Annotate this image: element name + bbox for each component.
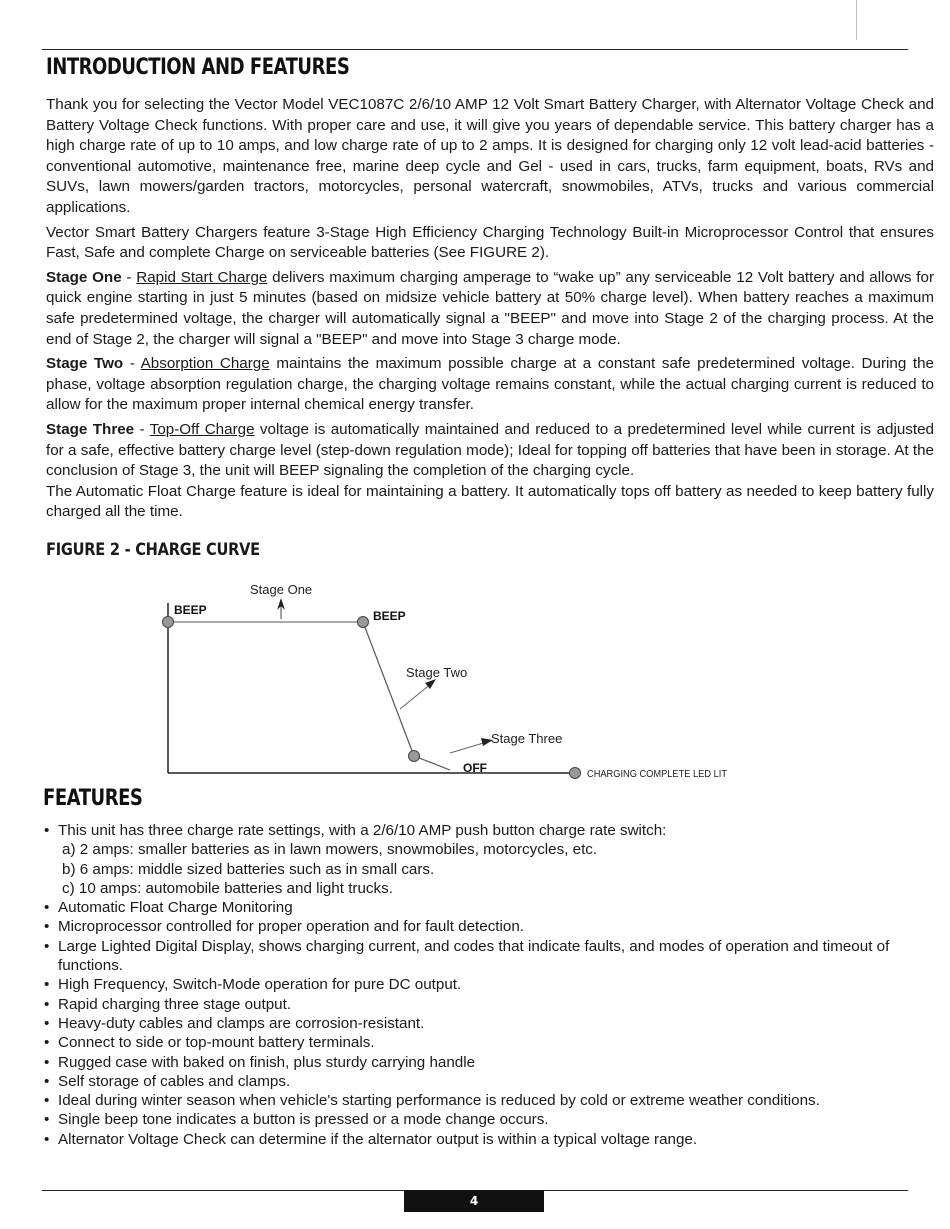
page-number: 4 [404,1190,544,1212]
header-rule [42,49,908,50]
features-heading: FEATURES [43,786,143,811]
beep-point-start [163,617,174,628]
feature-item: • Single beep tone indicates a button is pressed or a mode change occurs. [44,1110,934,1129]
stage-three-label: Stage Three [491,731,563,746]
charge-rate-option: b) 6 amps: middle sized batteries such as in small cars. [62,860,435,878]
off-label: OFF [463,761,487,775]
complete-point [570,768,581,779]
stage-one-label: Stage One [46,268,122,286]
feature-item: • Connect to side or top-mount battery terminals. [44,1033,934,1052]
float-charge-paragraph: The Automatic Float Charge feature is ideal for maintaining a battery. It automatically tops off battery as needed to keep battery fully charged all the time. [46,482,934,521]
stage-three-name: Top-Off Charge [149,420,255,438]
separator: - [134,420,150,438]
feature-item: • Self storage of cables and clamps. [44,1072,934,1091]
stage-three-label: Stage Three [46,420,135,438]
feature-item: • Large Lighted Digital Display, shows charging current, and codes that indicate faults, and modes of operation and timeout of functions. [44,937,934,976]
stage-one-name: Rapid Start Charge [136,268,268,286]
stage-two-paragraph [46,354,934,416]
smart-charger-paragraph: Vector Smart Battery Chargers feature 3-Stage High Efficiency Charging Technology Built-in Microprocessor Control that ensures Fast, Safe and complete Charge on serviceable batteries (See FIGURE 2). [46,223,934,262]
stage-two-text: maintains the maximum possible charge at a constant safe predetermined voltage. During the phase, voltage absorption regulation charge, the charging voltage remains constant, while the actual charging current is reduced to allow for the maximum proper internal chemical energy transfer. [46,355,934,414]
feature-item: • Ideal during winter season when vehicle's starting performance is reduced by cold or extreme weather conditions. [44,1091,934,1110]
figure-title: FIGURE 2 - CHARGE CURVE [46,540,260,560]
stage-one-label: Stage One [250,582,313,597]
charge-rate-option: c) 10 amps: automobile batteries and light trucks. [62,879,393,897]
beep-point-stage2 [358,617,369,628]
charge-curve-diagram [150,575,770,790]
stage-two-name: Absorption Charge [140,355,270,373]
separator: - [123,355,141,373]
features-list [44,821,934,1149]
feature-item: • Alternator Voltage Check can determine if the alternator output is within a typical voltage range. [44,1130,934,1149]
intro-body [46,95,934,527]
stage-two-segment [363,622,414,756]
feature-text: This unit has three charge rate settings, with a 2/6/10 AMP push button charge rate switch: [58,822,667,839]
charge-rate-options [44,840,934,898]
stage-one-paragraph [46,268,934,350]
feature-item: • Rapid charging three stage output. [44,995,934,1014]
feature-item: • Microprocessor controlled for proper operation and for fault detection. [44,917,934,936]
intro-heading: INTRODUCTION AND FEATURES [46,55,350,80]
stage-two-arrow [400,683,432,709]
beep-label-2: BEEP [373,609,406,623]
intro-paragraph: Thank you for selecting the Vector Model VEC1087C 2/6/10 AMP 12 Volt Smart Battery Charger, with Alternator Voltage Check and Battery Voltage Check functions. With proper care and use, it will give you years of dependable service. This battery charger has a high charge rate of up to 10 amps, and low charge rate of up to 2 amps. It is designed for charging only 12 volt lead-acid batteries - conventional automotive, maintenance free, marine deep cycle and Gel - used in cars, trucks, farm equipment, boats, RVs and SUVs, lawn mowers/garden tractors, motorcycles, personal watercraft, snowmobiles, ATVs, trucks and various commercial applications. [46,96,934,216]
stage-two-label: Stage Two [406,665,468,680]
charging-complete-label: CHARGING COMPLETE LED LIT [587,768,728,780]
feature-item: • Heavy-duty cables and clamps are corrosion-resistant. [44,1014,934,1033]
stage-three-point [409,751,420,762]
feature-item: • High Frequency, Switch-Mode operation for pure DC output. [44,975,934,994]
feature-item-charge-rates [44,821,934,840]
stage-two-label: Stage Two [46,355,124,373]
stage-one-text: delivers maximum charging amperage to “wake up” any serviceable 12 Volt battery and allows for quick engine starting in just 5 minutes (based on midsize vehicle battery at 50% charge level). When battery reaches a maximum safe predetermined voltage, the charger will automatically signal a "BEEP" and move into Stage 2 of the charging process. At the end of Stage 2, the charger will signal a "BEEP" and move into Stage 3 charge mode. [46,268,935,348]
feature-item: • Rugged case with baked on finish, plus sturdy carrying handle [44,1053,934,1072]
feature-item: • Automatic Float Charge Monitoring [44,898,934,917]
scan-edge-mark [856,0,857,40]
stage-three-text: voltage is automatically maintained and reduced to a predetermined level while current is adjusted for a safe, effective battery charge level (step-down regulation mode); Ideal for topping off batteries that have been in storage. At the conclusion of Stage 3, the unit will BEEP signaling the completion of the charging cycle. [46,420,934,480]
charge-rate-option: a) 2 amps: smaller batteries as in lawn mowers, snowmobiles, motorcycles, etc. [62,841,598,859]
beep-label-1: BEEP [174,603,207,617]
separator: - [121,268,137,286]
stage-three-paragraph [46,420,934,482]
